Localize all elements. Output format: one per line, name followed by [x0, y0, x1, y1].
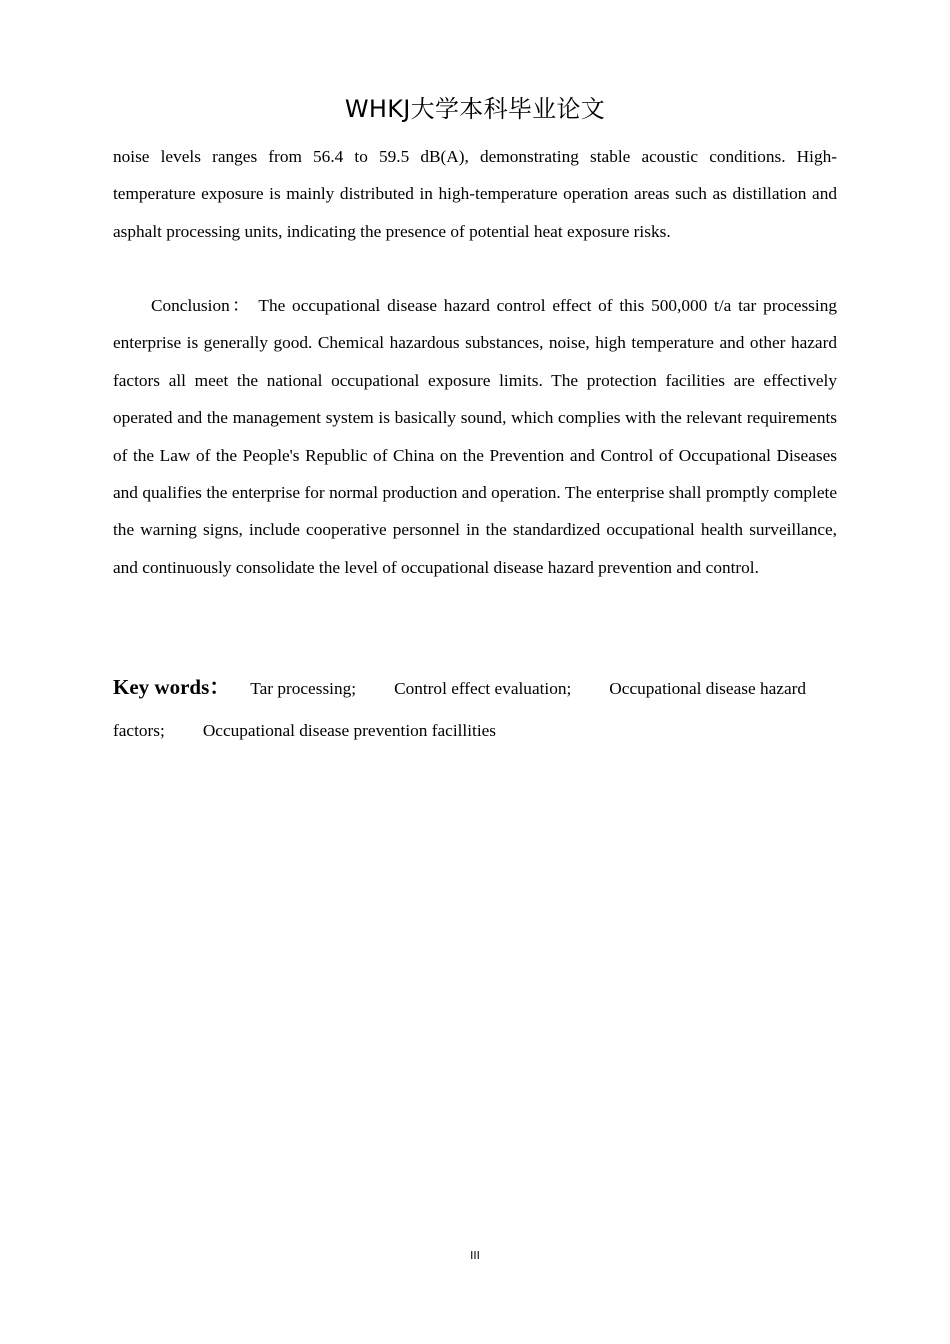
abstract-paragraph: noise levels ranges from 56.4 to 59.5 dB(A), demonstrating stable acoustic conditions. High-temperature exposure is mainly distributed in high-temperature operation areas such as distillation and asphalt processing units, indicating the presence of potential heat exposure risks.	[113, 147, 837, 241]
page-header-title: WHKJ大学本科毕业论文	[344, 95, 606, 123]
keywords-label: Key words：	[113, 675, 231, 699]
page-number: III	[470, 1249, 480, 1262]
conclusion-paragraph	[113, 287, 837, 586]
keyword-item: Tar processing;	[250, 679, 357, 698]
conclusion-label: Conclusion：	[151, 296, 252, 315]
conclusion-text: The occupational disease hazard control effect of this 500,000 t/a tar processing enterprise is generally good. Chemical hazardous substances, noise, high temperature and other hazard factors all meet the national occupational exposure limits. The protection facilities are effectively operated and the management system is basically sound, which complies with the relevant requirements of the Law of the People's Republic of China on the Prevention and Control of Occupational Diseases and qualifies the enterprise for normal production and operation. The enterprise shall promptly complete the warning signs, include cooperative personnel in the standardized occupational health surveillance, and continuously consolidate the level of occupational disease hazard prevention and control.	[113, 296, 837, 577]
keyword-item: Occupational disease prevention facillities	[202, 721, 497, 740]
keyword-item: Control effect evaluation;	[394, 679, 572, 698]
keyword-item: Occupational disease hazard factors;	[113, 679, 807, 740]
keywords-section	[113, 666, 837, 752]
